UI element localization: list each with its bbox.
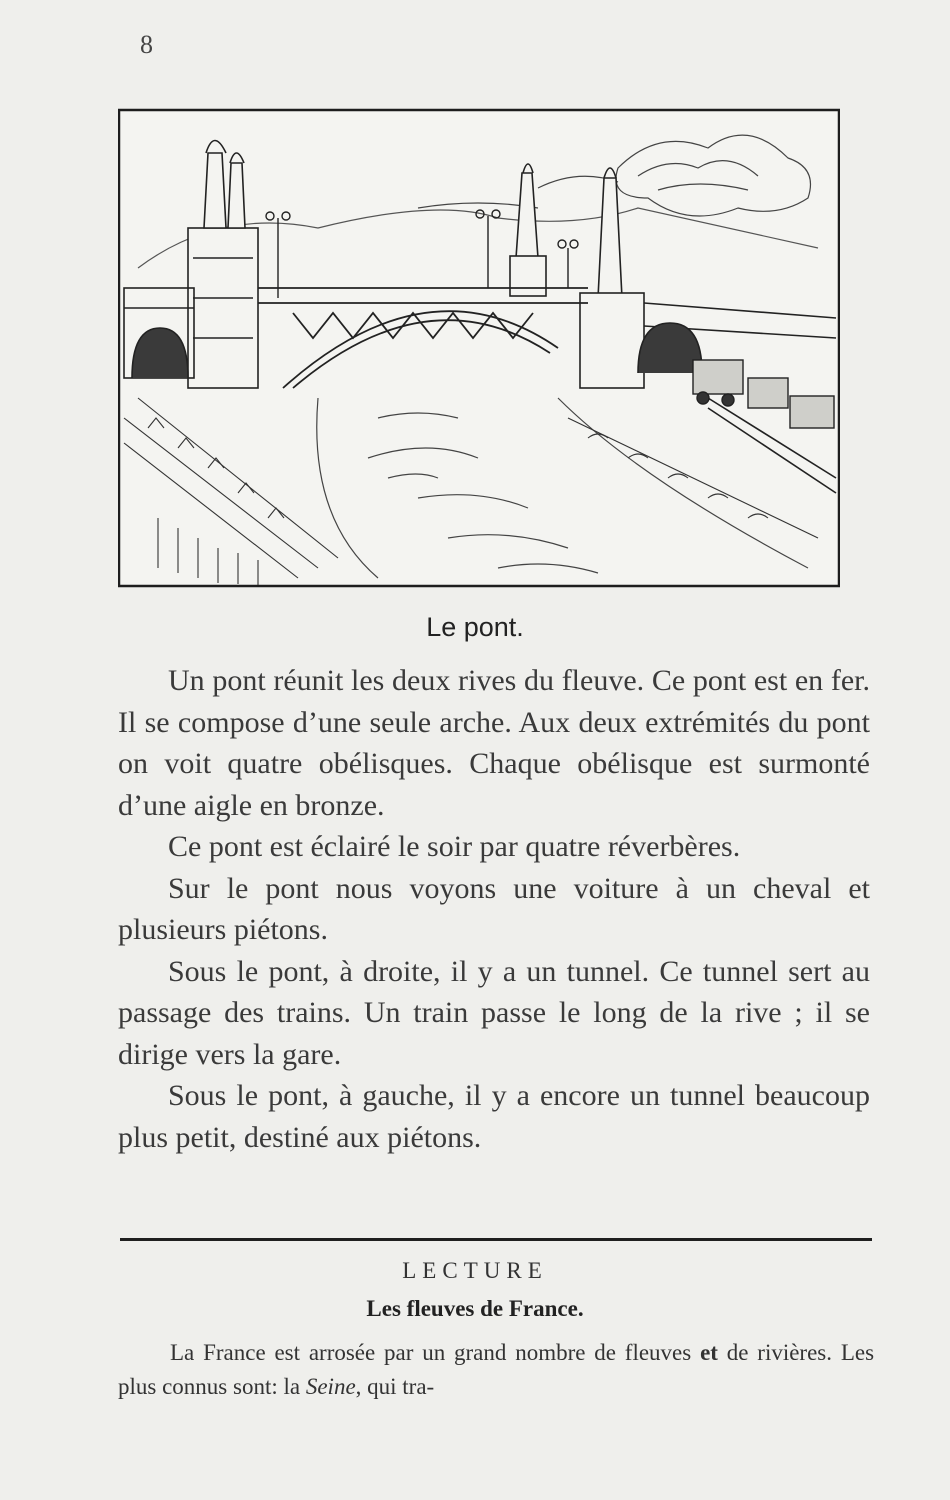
- illustration-caption: Le pont.: [426, 612, 524, 642]
- reading-heading: LECTURE: [402, 1258, 548, 1283]
- paragraph-3: Sur le pont nous voyons une voiture à un cheval et plusieurs piétons.: [118, 871, 870, 946]
- reading-text-end: , qui tra-: [355, 1374, 435, 1399]
- lesson-text: [118, 660, 870, 1158]
- paragraph-5: Sous le pont, à gauche, il y a encore un tunnel beaucoup plus petit, destiné aux piétons.: [118, 1079, 870, 1154]
- paragraph-4: Sous le pont, à droite, il y a un tunnel. Ce tunnel sert au passage des trains. Un train passe le long de la rive ; il se dirige vers la gare.: [118, 954, 870, 1071]
- page-number: 8: [140, 30, 153, 59]
- paragraph-1: Un pont réunit les deux rives du fleuve. Ce pont est en fer. Il se compose d’une seule arche. Aux deux extrémités du pont on voit quatre obélisques. Chaque obélisque est surmonté d’une aigle en bronze.: [118, 664, 870, 822]
- reading-text-start: La France est arrosée par un grand nombre de fleuves: [170, 1340, 692, 1365]
- bridge-illustration: [118, 98, 840, 588]
- section-divider: [120, 1238, 872, 1241]
- reading-title: Les fleuves de France.: [366, 1296, 584, 1321]
- paragraph-2: Ce pont est éclairé le soir par quatre réverbères.: [168, 830, 741, 863]
- reading-text-mid: de rivières. Les plus connus sont: la: [118, 1340, 875, 1399]
- reading-text: [118, 1336, 874, 1404]
- reading-text-italic: Seine: [305, 1374, 356, 1399]
- reading-text-bold: et: [700, 1340, 718, 1365]
